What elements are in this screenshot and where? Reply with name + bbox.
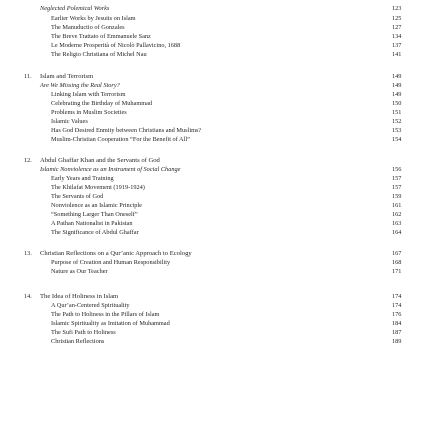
toc-page-number: 153 — [392, 127, 402, 134]
toc-page-number: 137 — [392, 42, 402, 49]
toc-page-number: 127 — [392, 24, 402, 31]
toc-entry — [0, 267, 430, 276]
toc-entry — [0, 337, 430, 346]
toc-page-number: 149 — [392, 73, 402, 80]
toc-entry — [0, 50, 430, 59]
toc-entry-title: The Khilafat Movement (1919-1924) — [51, 184, 145, 191]
toc-entry-title: The Servants of God — [51, 193, 104, 200]
toc-page-number: 174 — [392, 302, 402, 309]
toc-entry-title: The Breve Trattato of Emmanuele Sanz — [51, 33, 151, 40]
toc-section — [0, 81, 430, 90]
toc-page-number: 176 — [392, 311, 402, 318]
toc-page-number: 150 — [392, 100, 402, 107]
toc-entry-title: A Qur’an-Centered Spirituality — [51, 302, 130, 309]
toc-entry-title: Islamic Nonviolence as an Instrument of Social Change — [40, 166, 181, 173]
toc-entry-title: The Sufi Path to Holiness — [51, 329, 116, 336]
toc-entry-title: Are We Missing the Real Story? — [40, 82, 120, 89]
toc-page-number: 171 — [392, 268, 402, 275]
toc-page-number: 141 — [392, 51, 402, 58]
toc-page-number: 164 — [392, 229, 402, 236]
toc-entry-title: “Something Larger Than Oneself” — [51, 211, 138, 218]
toc-page-number: 156 — [392, 166, 402, 173]
toc-entry-title: Earlier Works by Jesuits on Islam — [51, 15, 136, 22]
toc-entry-title: The Significance of Abdul Ghaffar — [51, 229, 139, 236]
toc-entry — [0, 135, 430, 144]
toc-entry-title: Problems in Muslim Societies — [51, 109, 127, 116]
toc-entry — [0, 41, 430, 50]
toc-entry — [0, 32, 430, 41]
toc-entry-title: Islam and Terrorism — [40, 73, 94, 80]
toc-page-number: 134 — [392, 33, 402, 40]
toc-entry-title: Christian Reflections — [51, 338, 105, 345]
toc-entry — [0, 258, 430, 267]
toc-entry-title: Islamic Spirituality as Imitation of Muhammad — [51, 320, 170, 327]
toc-page-number: 157 — [392, 175, 402, 182]
toc-entry — [0, 117, 430, 126]
toc-entry-title: Nature as Our Teacher — [51, 268, 108, 275]
toc-page-number: 168 — [392, 259, 402, 266]
toc-entry — [0, 219, 430, 228]
toc-page-number: 154 — [392, 136, 402, 143]
toc-entry — [0, 90, 430, 99]
toc-entry-title: Nonviolence as an Islamic Principle — [51, 202, 142, 209]
toc-section — [0, 4, 430, 13]
toc-chapter-number: 14. — [24, 293, 32, 300]
toc-chapter — [0, 72, 430, 81]
toc-entry-title: The Manuductio of Gonzales — [51, 24, 125, 31]
toc-entry-title: Purpose of Creation and Human Responsibility — [51, 259, 171, 266]
toc-entry-title: Has God Desired Enmity between Christians and Muslims? — [51, 127, 202, 134]
toc-page-number: 174 — [392, 293, 402, 300]
toc-entry-title: Celebrating the Birthday of Muhammad — [51, 100, 153, 107]
toc-chapter-number: 11. — [24, 73, 32, 80]
toc-chapter — [0, 249, 430, 258]
toc-page-number: 163 — [392, 220, 402, 227]
toc-page-number: 125 — [392, 15, 402, 22]
toc-entry — [0, 174, 430, 183]
toc-entry — [0, 14, 430, 23]
toc-entry — [0, 319, 430, 328]
toc-chapter-number: 13. — [24, 250, 32, 257]
toc-page-number: 187 — [392, 329, 402, 336]
toc-entry — [0, 126, 430, 135]
toc-page-number: 152 — [392, 118, 402, 125]
toc-entry — [0, 228, 430, 237]
toc-page-number: 189 — [392, 338, 402, 345]
toc-entry-title: A Pathan Nationalist in Pakistan — [51, 220, 133, 227]
toc-page-number: 167 — [392, 250, 402, 257]
toc-entry-title: Neglected Polemical Works — [40, 5, 110, 12]
toc-entry-title: Abdul Ghaffar Khan and the Servants of God — [40, 157, 160, 164]
toc-chapter-number: 12. — [24, 157, 32, 164]
toc-entry — [0, 99, 430, 108]
toc-entry — [0, 328, 430, 337]
toc-page-number: 159 — [392, 193, 402, 200]
toc-page-number: 162 — [392, 211, 402, 218]
toc-entry — [0, 183, 430, 192]
toc-entry-title: Early Years and Training — [51, 175, 114, 182]
toc-entry-title: Le Moderne Prosperità of Nicolò Pallavicino, 1688 — [51, 42, 181, 49]
toc-entry — [0, 210, 430, 219]
toc-page-number: 157 — [392, 184, 402, 191]
toc-entry — [0, 201, 430, 210]
toc-entry — [0, 23, 430, 32]
toc-entry — [0, 301, 430, 310]
toc-page-number: 161 — [392, 202, 402, 209]
toc-entry — [0, 108, 430, 117]
toc-entry — [0, 192, 430, 201]
bleed-through-text — [0, 161, 430, 170]
toc-chapter — [0, 292, 430, 301]
toc-page-number: 184 — [392, 320, 402, 327]
toc-page-number: 151 — [392, 109, 402, 116]
toc-entry — [0, 310, 430, 319]
toc-entry-title: Linking Islam with Terrorism — [51, 91, 126, 98]
toc-entry-title: The Path to Holiness in the Pillars of Islam — [51, 311, 160, 318]
toc-page-number: 123 — [392, 5, 402, 12]
toc-page-number: 149 — [392, 82, 402, 89]
toc-entry-title: Islamic Values — [51, 118, 88, 125]
toc-page-number: 149 — [392, 91, 402, 98]
toc-entry-title: The Idea of Holiness in Islam — [40, 293, 119, 300]
toc-entry-title: The Religio Christiana of Michel Nau — [51, 51, 147, 58]
toc-entry-title: Christian Reflections on a Qur’anic Approach to Ecology — [40, 250, 192, 257]
toc-entry-title: Muslim-Christian Cooperation “For the Benefit of All” — [51, 136, 190, 143]
